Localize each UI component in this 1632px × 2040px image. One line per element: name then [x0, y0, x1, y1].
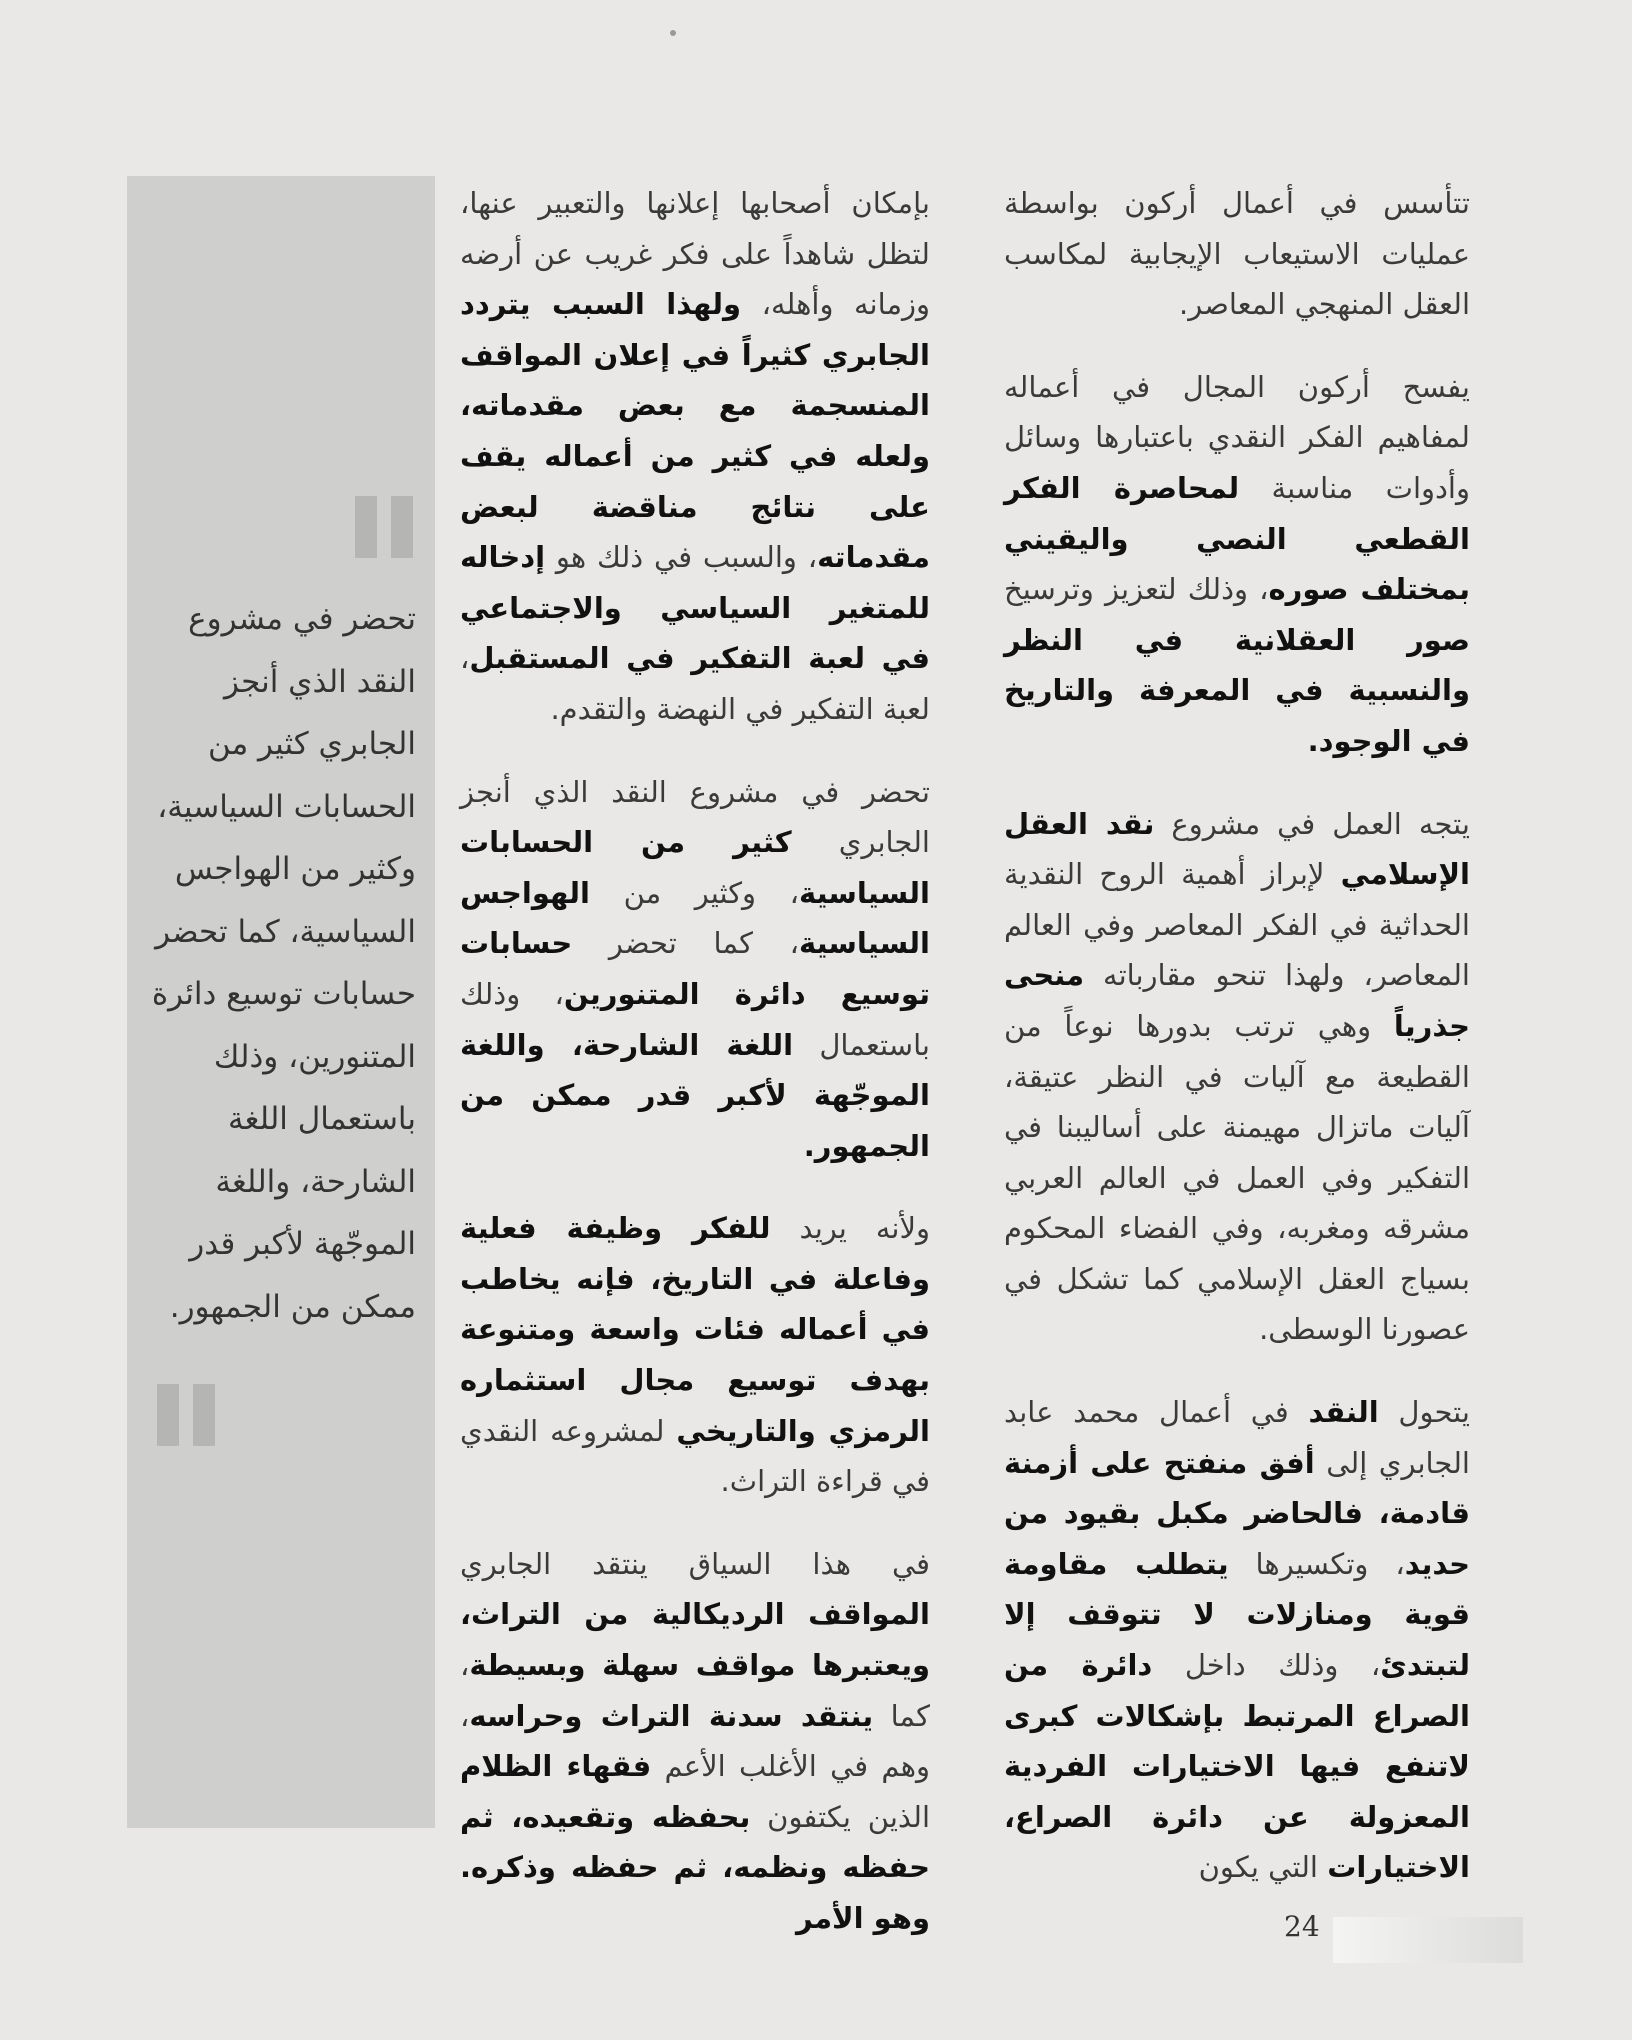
regular-text: وهي ترتب بدورها نوعاً من القطيعة مع آليات في النظر عتيقة، آليات ماتزال مهيمنة على أساليبنا في التفكير وفي العمل في العالم العربي مشرقه ومغربه، وفي الفضاء المحكوم بسياج العقل الإسلامي كما تشكل في عصورنا الوسطى. — [1004, 1008, 1470, 1347]
regular-text: في أعمال محمد عابد الجابري إلى — [1004, 1395, 1470, 1480]
regular-text: يفسح أركون المجال في أعماله لمفاهيم الفكر النقدي باعتبارها وسائل وأدوات مناسبة — [1004, 369, 1470, 505]
regular-text: ولأنه يريد — [770, 1211, 930, 1246]
regular-text: ، وكثير من — [590, 875, 799, 910]
regular-text: لمشروعه النقدي في قراءة التراث. — [460, 1413, 930, 1499]
paragraph — [1004, 362, 1470, 767]
regular-text: ، كما تحضر — [572, 926, 799, 961]
regular-text: تحضر في مشروع النقد الذي أنجز الجابري — [460, 774, 930, 860]
print-speck — [670, 30, 676, 36]
paragraph — [460, 767, 930, 1172]
text-column-right — [1004, 178, 1470, 1925]
bold-text: كثير من الحسابات السياسية — [460, 825, 930, 910]
bold-text: المواقف الرديكالية من التراث، ويعتبرها مواقف سهلة وبسيطة — [460, 1597, 930, 1683]
paragraph-text: تتأسس في أعمال أركون بواسطة عمليات الاستيعاب الإيجابية لمكاسب العقل المنهجي المعاصر. — [1004, 186, 1470, 322]
regular-text: ، والسبب في ذلك هو — [545, 540, 818, 575]
paragraph — [460, 1539, 930, 1944]
bold-text: دائرة من الصراع المرتبط بإشكالات كبرى لاتنفع فيها الاختيارات الفردية المعزولة عن دائرة الصراع، الاختيارات — [1004, 1648, 1470, 1885]
bold-text: ولهذا السبب يتردد الجابري كثيراً في إعلان المواقف المنسجمة مع بعض مقدماته، ولعله في كثير من أعماله يقف على نتائج مناقضة لبعض مقدماته — [460, 287, 930, 575]
paragraph — [1004, 178, 1470, 330]
bold-text: يتطلب مقاومة قوية ومنازلات لا تتوقف إلا لتبتدئ — [1004, 1546, 1470, 1683]
bold-text: منحى جذرياً — [1004, 958, 1470, 1043]
bold-text: ينتقد سدنة التراث وحراسه — [469, 1698, 874, 1733]
regular-text: ، وهم في الأغلب الأعم — [460, 1698, 931, 1784]
regular-text: ، وذلك باستعمال — [460, 976, 930, 1062]
bold-text: بحفظه وتقعيده، ثم حفظه ونظمه، ثم حفظه وذكره. وهو الأمر — [460, 1799, 930, 1935]
bold-text: نقد العقل الإسلامي — [1004, 806, 1470, 892]
page-number: 24 — [1284, 1910, 1320, 1943]
text-column-middle — [460, 178, 930, 1976]
regular-text: في هذا السياق ينتقد الجابري — [460, 1546, 930, 1581]
bold-text: لمحاصرة الفكر القطعي النصي واليقيني بمختلف صوره — [1004, 470, 1470, 607]
pull-quote-text: تحضر في مشروع النقد الذي أنجز الجابري كثير من الحسابات السياسية، وكثير من الهواجس السياسية، كما تحضر حسابات توسيع دائرة المتنورين، وذلك باستعمال اللغة الشارحة، واللغة الموجّهة لأكبر قدر ممكن من الجمهور. — [151, 601, 416, 1325]
paragraph — [460, 1203, 930, 1507]
regular-text: بإمكان أصحابها إعلانها والتعبير عنها، لتظل شاهداً على فكر غريب عن أرضه وزمانه وأهله، — [460, 186, 930, 322]
regular-text: ، وتكسيرها — [1228, 1546, 1405, 1581]
bold-text: النقد — [1308, 1395, 1379, 1430]
regular-text: ، وذلك لتعزيز وترسيخ — [1004, 572, 1269, 607]
paragraph — [460, 178, 930, 735]
regular-text: الذين يكتفون — [750, 1799, 930, 1834]
bold-text: للفكر وظيفة فعلية وفاعلة في التاريخ، فإنه يخاطب في أعماله فئات واسعة ومتنوعة بهدف توسيع مجال استثماره الرمزي والتاريخي — [460, 1211, 930, 1448]
bold-text: اللغة الشارحة، واللغة الموجّهة لأكبر قدر ممكن من الجمهور. — [460, 1027, 930, 1163]
regular-text: ، لعبة التفكير في النهضة والتقدم. — [460, 641, 930, 726]
regular-text: ، كما — [460, 1648, 930, 1733]
bold-text: إدخاله للمتغير السياسي والاجتماعي في لعبة التفكير في المستقبل — [460, 540, 930, 676]
bold-text: الهواجس السياسية — [460, 875, 930, 961]
close-quote-icon — [157, 1384, 215, 1446]
bold-text: حسابات توسيع دائرة المتنورين — [460, 926, 930, 1011]
paragraph — [1004, 799, 1470, 1356]
regular-text: يتحول — [1378, 1395, 1470, 1430]
regular-text: التي يكون — [1198, 1850, 1328, 1885]
magazine-logo — [1333, 1917, 1523, 1963]
regular-text: يتجه العمل في مشروع — [1154, 806, 1470, 841]
paragraph — [1004, 1387, 1470, 1893]
regular-text: ، وذلك داخل — [1152, 1648, 1381, 1683]
open-quote-icon — [355, 496, 413, 558]
bold-text: أفق منفتح على أزمنة قادمة، فالحاضر مكبل بقيود من حديد — [1004, 1445, 1470, 1581]
bold-text: فقهاء الظلام — [460, 1749, 652, 1784]
regular-text: لإبراز أهمية الروح النقدية الحداثية في الفكر المعاصر وفي العالم المعاصر، ولهذا تنحو مقارباته — [1004, 857, 1470, 993]
bold-text: صور العقلانية في النظر والنسبية في المعرفة والتاريخ في الوجود. — [1004, 622, 1470, 758]
